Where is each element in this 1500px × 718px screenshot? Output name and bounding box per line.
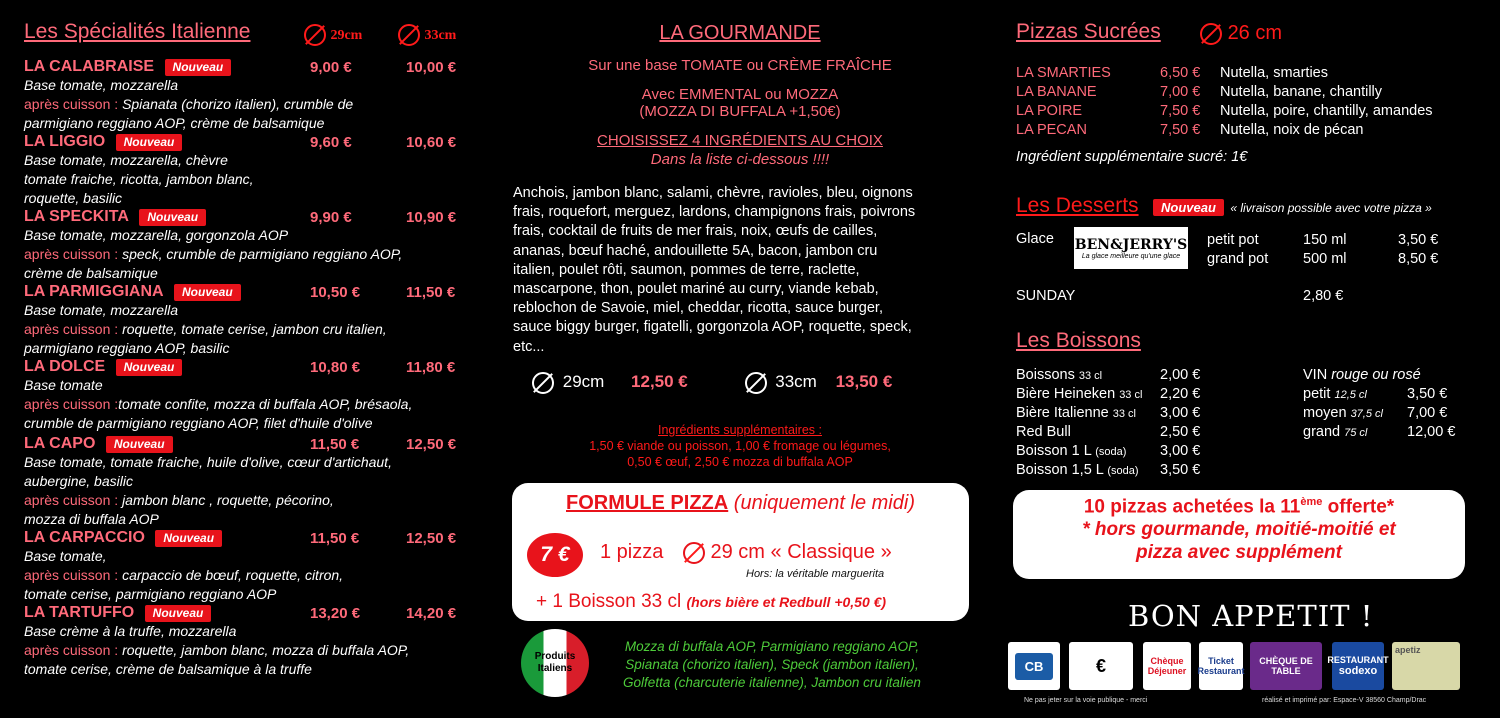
wine-list: VIN rouge ou rosé petit 12,5 cl 3,50 € moyen 37,5 cl 7,00 € grand 75 cl 12,00 € (1303, 367, 1456, 440)
ingredient-list: Anchois, jambon blanc, salami, chèvre, ravioles, bleu, oignons frais, roquefort, merguez, lardons, champignons frais, poivrons frais, cocktail de fruits de mer frais, noix, œufs de cailles, ananas, bœuf haché, andouillette 5A, bacon, jambon cru italien, poulet rôti, saumon, pommes de terre, raclette, mascarpone, thon, poulet mariné au curry, viande kebab, reblochon de Savoie, miel, cheddar, ricotta, sauce burger, sauce biggy burger, figatelli, gorgonzola AOP, roquette, speck, etc... (513, 185, 916, 355)
size-header-33: 33cm (398, 24, 456, 46)
sweet-size: 26 cm (1200, 22, 1282, 45)
formule-price-badge: 7 € (527, 533, 583, 577)
middle-column: LA GOURMANDE Sur une base TOMATE ou CRÈME FRAÎCHE Avec EMMENTAL ou MOZZA (MOZZA DI BUFFALA +1,50€) CHOISISSEZ 4 INGRÉDIENTS AU CHOIX Dans la liste ci-dessous !!!! Anchois, jambon blanc, salami, chèvre, ravioles, bleu, oignons frais, roquefort, merguez, lardons, champignons frais, poivrons frais, cocktail de fruits de mer frais, noix, œufs de cailles, ananas, bœuf haché, andouillette 5A, bacon, jambon cru italien, poulet rôti, saumon, pommes de terre, raclette, mascarpone, thon, poulet mariné au curry, viande kebab, reblochon de Savoie, miel, cheddar, ricotta, sauce burger, sauce biggy burger, figatelli, gorgonzola AOP, roquette, speck, etc... (510, 18, 970, 357)
pizza-item: LA CALABRAISE Nouveau 9,00 € 10,00 € Base tomate, mozzarella après cuisson : Spianata (chorizo italien), crumble de parmigiano reggiano AOP, crème de balsamique (24, 58, 457, 131)
nouveau-badge: Nouveau (145, 605, 212, 622)
diameter-icon (1200, 23, 1222, 45)
nouveau-badge: Nouveau (139, 209, 206, 226)
pizza-item: LA LIGGIO Nouveau 9,60 € 10,60 € Base tomate, mozzarella, chèvre tomate fraiche, ricotta, jambon blanc, roquette, basilic (24, 133, 457, 206)
cheque-dejeuner-icon: Chèque Déjeuner (1143, 642, 1191, 690)
nouveau-badge: Nouveau (106, 436, 173, 453)
nouveau-badge: Nouveau (116, 359, 183, 376)
supplements: Ingrédients supplémentaires : 1,50 € viande ou poisson, 1,00 € fromage ou légumes, 0,50 € œuf, 2,50 € mozza di buffala AOP (589, 423, 891, 469)
pizza-item: LA DOLCE Nouveau 10,80 € 11,80 € Base tomate après cuisson :tomate confite, mozza di buffala AOP, brésaola, crumble de parmigiano reggiano AOP, filet d'huile d'olive (24, 358, 456, 431)
sweet-title: Pizzas Sucrées (1016, 20, 1161, 43)
specialites-title: Les Spécialités Italienne (24, 20, 251, 43)
pizza-item: LA SPECKITA Nouveau 9,90 € 10,90 € Base tomate, mozzarella, gorgonzola AOP après cuisson : speck, crumble de parmigiano reggiano AOP, crème de balsamique (24, 208, 457, 281)
diameter-icon (398, 24, 420, 46)
formule-box: FORMULE PIZZA (uniquement le midi) 7 € 1 pizza 29 cm « Classique » Hors: la véritable marguerita + 1 Boisson 33 cl (hors bière et Redbull +0,50 €) (512, 483, 969, 621)
printer-credit: réalisé et imprimé par: Espace-V 38560 Champ/Drac (1262, 697, 1427, 704)
pizza-list (24, 58, 504, 679)
cheque-de-table-icon: CHÈQUE DE TABLE (1250, 642, 1322, 690)
nouveau-badge: Nouveau (165, 59, 232, 76)
produits-list: Mozza di buffala AOP, Parmigiano reggiano AOP, Spianata (chorizo italien), Speck (jambon italien), Golfetta (charcuterie italienne), Jambon cru italien (623, 639, 921, 690)
produits-italiens-badge: Produits Italiens (521, 629, 589, 697)
diameter-icon (532, 372, 554, 394)
diameter-icon (304, 24, 326, 46)
diameter-icon (745, 372, 767, 394)
ben-jerrys-logo: BEN&JERRY'S La glace meilleure qu'une glace (1074, 227, 1188, 269)
restaurant-sodexo-icon: RESTAURANT sodexo (1332, 642, 1384, 690)
nouveau-badge: Nouveau (174, 284, 241, 301)
drinks-list: Boissons 33 cl 2,00 € Bière Heineken 33 cl 2,20 € Bière Italienne 33 cl 3,00 € Red Bull 2,50 € Boisson 1 L (soda) 3,00 € Boisson 1,5 L (soda) 3,50 € (1016, 367, 1201, 478)
nouveau-badge: Nouveau (1153, 199, 1224, 216)
gourmande-prices: 29cm 12,50 € 33cm 13,50 € (532, 372, 962, 394)
pizza-item: LA CAPO Nouveau 11,50 € 12,50 € Base tomate, tomate fraiche, huile d'olive, cœur d'artichaut, aubergine, basilic après cuisson : jambon blanc , roquette, pécorino, mozza di buffala AOP (24, 435, 457, 527)
pizza-item: LA TARTUFFO Nouveau 13,20 € 14,20 € Base crème à la truffe, mozzarella après cuisson : roquette, jambon blanc, mozza di buffala AOP, tomate cerise, crème de balsamique à la truffe (24, 604, 457, 677)
cash-icon: € (1069, 642, 1133, 690)
ticket-restaurant-icon: Ticket Restaurant (1199, 642, 1243, 690)
pizza-item: LA CARPACCIO Nouveau 11,50 € 12,50 € Base tomate, après cuisson : carpaccio de bœuf, roquette, citron, tomate cerise, parmigiano reggiano AOP (24, 529, 457, 602)
apetiz-card-icon: apetiz (1392, 642, 1460, 690)
nouveau-badge: Nouveau (155, 530, 222, 547)
gourmande-title: LA GOURMANDE (659, 22, 821, 44)
bon-appetit: BON APPETIT ! (1128, 599, 1374, 633)
desserts-header: Les Desserts Nouveau « livraison possible avec votre pizza » (1016, 194, 1432, 217)
drinks-title: Les Boissons (1016, 329, 1141, 352)
diameter-icon (683, 542, 705, 564)
glace-sizes: petit pot 150 ml 3,50 € grand pot 500 ml 8,50 € (1207, 232, 1439, 267)
sweet-list: LA SMARTIES 6,50 € Nutella, smarties LA BANANE 7,00 € Nutella, banane, chantilly LA POIRE 7,50 € Nutella, poire, chantilly, amandes LA PECAN 7,50 € Nutella, noix de pécan Ingrédient supplémentaire sucré: 1€ (1016, 65, 1433, 165)
cb-card-icon: CB (1008, 642, 1060, 690)
size-header-29: 29cm (304, 24, 362, 46)
pizza-item: LA PARMIGGIANA Nouveau 10,50 € 11,50 € Base tomate, mozzarella après cuisson : roquette, tomate cerise, jambon cru italien, parmigiano reggiano AOP, basilic (24, 283, 456, 356)
fidelity-box: 10 pizzas achetées la 11ème offerte* * hors gourmande, moitié-moitié et pizza avec supplément (1013, 490, 1465, 579)
footer-note: Ne pas jeter sur la voie publique - merci (1024, 697, 1148, 704)
nouveau-badge: Nouveau (116, 134, 183, 151)
